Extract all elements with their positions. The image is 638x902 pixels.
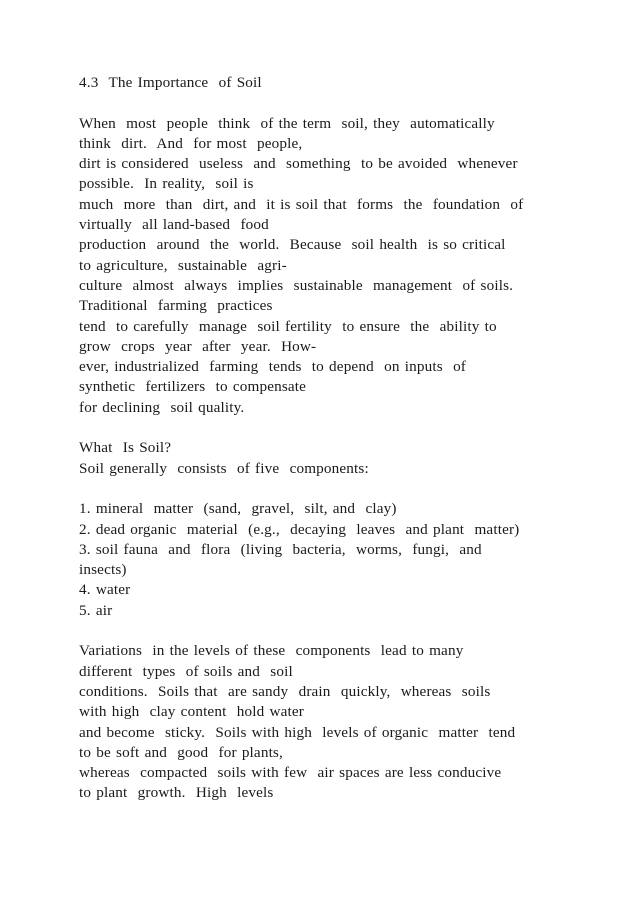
section-heading: 4.3 The Importance of Soil bbox=[79, 74, 262, 91]
paragraph-importance bbox=[79, 114, 624, 418]
list-item: 1. mineral matter (sand, gravel, silt, and clay) bbox=[79, 500, 397, 518]
spacer bbox=[79, 93, 624, 113]
text-line: culture almost always implies sustainable management of soils. bbox=[79, 276, 514, 294]
spacer bbox=[79, 418, 624, 438]
spacer bbox=[79, 621, 624, 641]
text-line: Variations in the levels of these components lead to many bbox=[79, 642, 464, 660]
components-intro: Soil generally consists of five components: bbox=[79, 459, 369, 477]
text-line: to agriculture, sustainable agri- bbox=[79, 256, 287, 274]
text-line: and become sticky. Soils with high levels of organic matter tend bbox=[79, 723, 516, 741]
text-line: much more than dirt, and it is soil that forms the foundation of bbox=[79, 195, 524, 213]
text-line: When most people think of the term soil, they automatically bbox=[79, 114, 495, 132]
text-line: grow crops year after year. How- bbox=[79, 337, 317, 355]
text-line: virtually all land-based food bbox=[79, 216, 269, 234]
text-line: dirt is considered useless and something to be avoided whenever bbox=[79, 155, 518, 173]
spacer bbox=[79, 479, 624, 499]
paragraph-variations bbox=[79, 641, 624, 803]
text-line: tend to carefully manage soil fertility to ensure the ability to bbox=[79, 317, 497, 335]
text-line: to be soft and good for plants, bbox=[79, 743, 283, 761]
list-item: insects) bbox=[79, 561, 127, 579]
components-list bbox=[79, 499, 624, 621]
document-body bbox=[79, 73, 624, 804]
text-line: to plant growth. High levels bbox=[79, 784, 274, 802]
text-line: whereas compacted soils with few air spaces are less conducive bbox=[79, 764, 502, 782]
list-item: 4. water bbox=[79, 581, 131, 599]
list-item: 3. soil fauna and flora (living bacteria, worms, fungi, and bbox=[79, 540, 482, 558]
text-line: with high clay content hold water bbox=[79, 703, 304, 721]
list-item: 2. dead organic material (e.g., decaying leaves and plant matter) bbox=[79, 520, 520, 538]
text-line: for declining soil quality. bbox=[79, 398, 245, 416]
text-line: production around the world. Because soil health is so critical bbox=[79, 236, 506, 254]
text-line: think dirt. And for most people, bbox=[79, 134, 303, 152]
text-line: ever, industrialized farming tends to depend on inputs of bbox=[79, 358, 467, 376]
list-item: 5. air bbox=[79, 601, 113, 619]
text-line: possible. In reality, soil is bbox=[79, 175, 254, 193]
text-line: different types of soils and soil bbox=[79, 662, 293, 680]
text-line: Traditional farming practices bbox=[79, 297, 273, 315]
text-line: synthetic fertilizers to compensate bbox=[79, 378, 307, 396]
subheading-what-is-soil: What Is Soil? bbox=[79, 439, 172, 457]
text-line: conditions. Soils that are sandy drain quickly, whereas soils bbox=[79, 682, 491, 700]
